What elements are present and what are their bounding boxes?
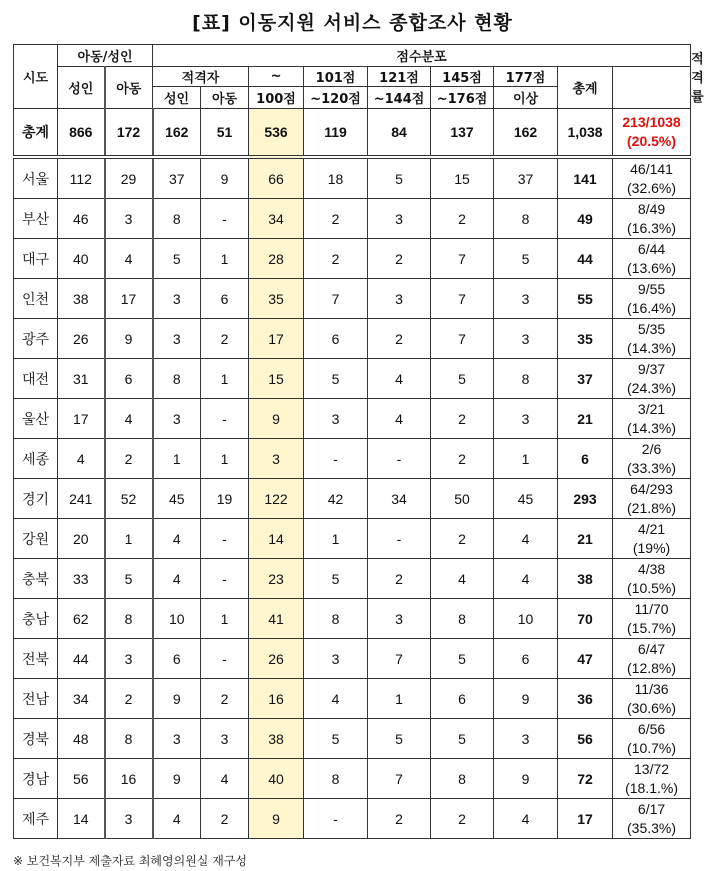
adult-cell: 44 <box>58 639 105 679</box>
eligible-adult-cell: 6 <box>153 639 201 679</box>
score-177-cell: 4 <box>494 799 558 839</box>
eligible-child-cell: 1 <box>201 599 249 639</box>
score-120-cell: 42 <box>304 479 368 519</box>
eligible-child-cell: 6 <box>201 279 249 319</box>
header-score-101-top: 101점 <box>304 67 368 87</box>
header-score-distribution: 점수분포 <box>153 45 691 67</box>
score-177-cell: 8 <box>494 359 558 399</box>
rate-cell <box>613 359 691 399</box>
adult-cell: 4 <box>58 439 105 479</box>
region-cell: 대전 <box>14 359 58 399</box>
rate-fraction: 6/47 <box>637 640 666 657</box>
region-cell: 충남 <box>14 599 58 639</box>
total-cell: 141 <box>558 157 613 199</box>
eligible-child-cell: 3 <box>201 719 249 759</box>
region-cell: 제주 <box>14 799 58 839</box>
score-144-cell: 3 <box>368 599 431 639</box>
score-177-cell: 9 <box>494 679 558 719</box>
table-row <box>14 359 691 399</box>
score-120-cell: 8 <box>304 599 368 639</box>
eligible-child-cell: 4 <box>201 759 249 799</box>
score-120-cell: - <box>304 439 368 479</box>
score-100-cell: 17 <box>249 319 304 359</box>
table-row <box>14 639 691 679</box>
region-cell: 전남 <box>14 679 58 719</box>
adult-cell: 26 <box>58 319 105 359</box>
score-177-cell: 45 <box>494 479 558 519</box>
table-row <box>14 759 691 799</box>
rate-fraction: 8/49 <box>637 200 666 217</box>
eligible-child-cell: 2 <box>201 799 249 839</box>
score-100-cell: 41 <box>249 599 304 639</box>
eligible-child-cell: 2 <box>201 679 249 719</box>
header-score-100-bottom: 100점 <box>249 87 304 109</box>
rate-percent: (35.3%) <box>627 819 677 836</box>
total-row <box>14 109 691 158</box>
table-row <box>14 799 691 839</box>
score-144-cell: - <box>368 439 431 479</box>
header-total: 총계 <box>558 67 613 109</box>
rate-percent: (21.8%) <box>627 499 677 516</box>
eligible-adult-cell: 8 <box>153 359 201 399</box>
rate-cell <box>613 799 691 839</box>
rate-cell <box>613 599 691 639</box>
child-cell: 29 <box>105 157 153 199</box>
eligible-child-cell: 51 <box>201 109 249 158</box>
total-cell: 38 <box>558 559 613 599</box>
child-cell: 9 <box>105 319 153 359</box>
header-score-145-bottom: ~176점 <box>431 87 494 109</box>
eligible-child-cell: - <box>201 519 249 559</box>
region-cell: 경기 <box>14 479 58 519</box>
adult-cell: 33 <box>58 559 105 599</box>
rate-percent: (32.6%) <box>627 179 677 196</box>
child-cell: 17 <box>105 279 153 319</box>
score-177-cell: 4 <box>494 559 558 599</box>
region-cell: 서울 <box>14 157 58 199</box>
rate-cell <box>613 399 691 439</box>
score-176-cell: 5 <box>431 639 494 679</box>
rate-fraction: 4/38 <box>637 560 666 577</box>
total-cell: 56 <box>558 719 613 759</box>
score-100-cell: 16 <box>249 679 304 719</box>
adult-cell: 38 <box>58 279 105 319</box>
score-100-cell: 3 <box>249 439 304 479</box>
score-144-cell: 2 <box>368 239 431 279</box>
rate-cell <box>613 679 691 719</box>
rate-percent: (16.3%) <box>627 219 677 236</box>
score-100-cell: 122 <box>249 479 304 519</box>
score-120-cell: 7 <box>304 279 368 319</box>
adult-cell: 56 <box>58 759 105 799</box>
score-144-cell: 7 <box>368 759 431 799</box>
score-100-cell: 38 <box>249 719 304 759</box>
score-177-cell: 3 <box>494 319 558 359</box>
rate-cell <box>613 239 691 279</box>
total-cell: 55 <box>558 279 613 319</box>
eligible-child-cell: 1 <box>201 239 249 279</box>
rate-percent: (33.3%) <box>627 459 677 476</box>
score-144-cell: 2 <box>368 559 431 599</box>
score-176-cell: 7 <box>431 279 494 319</box>
region-cell: 울산 <box>14 399 58 439</box>
total-cell: 49 <box>558 199 613 239</box>
eligible-adult-cell: 37 <box>153 157 201 199</box>
rate-fraction: 213/1038 <box>622 114 681 130</box>
child-cell: 4 <box>105 399 153 439</box>
eligible-child-cell: - <box>201 639 249 679</box>
rate-percent: (15.7%) <box>627 619 677 636</box>
header-child-adult-group: 아동/성인 <box>58 45 153 67</box>
eligible-child-cell: 9 <box>201 157 249 199</box>
rate-percent: (10.5%) <box>627 579 677 596</box>
rate-fraction: 5/35 <box>637 320 666 337</box>
header-adult: 성인 <box>58 67 105 109</box>
score-100-cell: 34 <box>249 199 304 239</box>
adult-cell: 14 <box>58 799 105 839</box>
child-cell: 3 <box>105 799 153 839</box>
rate-percent: (19%) <box>632 539 671 556</box>
child-cell: 4 <box>105 239 153 279</box>
region-cell: 대구 <box>14 239 58 279</box>
rate-cell <box>613 199 691 239</box>
score-177-cell: 3 <box>494 399 558 439</box>
rate-fraction: 11/36 <box>634 680 669 697</box>
eligible-adult-cell: 3 <box>153 399 201 439</box>
rate-cell <box>613 559 691 599</box>
score-176-cell: 8 <box>431 599 494 639</box>
eligible-child-cell: - <box>201 399 249 439</box>
score-177-cell: 1 <box>494 439 558 479</box>
total-cell: 6 <box>558 439 613 479</box>
total-cell: 21 <box>558 519 613 559</box>
eligible-adult-cell: 9 <box>153 759 201 799</box>
score-100-cell: 15 <box>249 359 304 399</box>
score-100-cell: 26 <box>249 639 304 679</box>
rate-cell <box>613 479 691 519</box>
score-176-cell: 137 <box>431 109 494 158</box>
child-cell: 16 <box>105 759 153 799</box>
header-score-145-top: 145점 <box>431 67 494 87</box>
table-row <box>14 559 691 599</box>
table-row <box>14 319 691 359</box>
score-120-cell: 3 <box>304 399 368 439</box>
adult-cell: 31 <box>58 359 105 399</box>
score-176-cell: 7 <box>431 239 494 279</box>
total-cell: 36 <box>558 679 613 719</box>
adult-cell: 112 <box>58 157 105 199</box>
score-176-cell: 15 <box>431 157 494 199</box>
score-176-cell: 50 <box>431 479 494 519</box>
rate-percent: (13.6%) <box>627 259 677 276</box>
score-100-cell: 536 <box>249 109 304 158</box>
header-score-121-bottom: ~144점 <box>368 87 431 109</box>
rate-percent: (10.7%) <box>627 739 677 756</box>
score-176-cell: 2 <box>431 399 494 439</box>
score-100-cell: 23 <box>249 559 304 599</box>
score-120-cell: 18 <box>304 157 368 199</box>
adult-cell: 17 <box>58 399 105 439</box>
child-cell: 3 <box>105 199 153 239</box>
score-144-cell: 4 <box>368 359 431 399</box>
region-cell: 총계 <box>14 109 58 158</box>
score-177-cell: 6 <box>494 639 558 679</box>
score-100-cell: 66 <box>249 157 304 199</box>
header-region: 시도 <box>14 45 58 109</box>
score-144-cell: 5 <box>368 719 431 759</box>
adult-cell: 241 <box>58 479 105 519</box>
table-row <box>14 199 691 239</box>
score-120-cell: 6 <box>304 319 368 359</box>
rate-fraction: 46/141 <box>630 160 673 177</box>
score-144-cell: 4 <box>368 399 431 439</box>
child-cell: 6 <box>105 359 153 399</box>
score-144-cell: 3 <box>368 199 431 239</box>
rate-percent: (18.1.%) <box>625 779 678 796</box>
eligible-adult-cell: 3 <box>153 719 201 759</box>
eligible-adult-cell: 4 <box>153 799 201 839</box>
rate-fraction: 6/56 <box>637 720 666 737</box>
eligible-child-cell: - <box>201 199 249 239</box>
eligible-adult-cell: 162 <box>153 109 201 158</box>
adult-cell: 62 <box>58 599 105 639</box>
header-score-100-top: ~ <box>249 67 304 87</box>
source-note: ※ 보건복지부 제출자료 최혜영의원실 재구성 <box>13 854 247 868</box>
header-score-121-top: 121점 <box>368 67 431 87</box>
region-cell: 경북 <box>14 719 58 759</box>
child-cell: 8 <box>105 599 153 639</box>
score-176-cell: 2 <box>431 439 494 479</box>
score-120-cell: 5 <box>304 359 368 399</box>
score-176-cell: 5 <box>431 359 494 399</box>
region-cell: 경남 <box>14 759 58 799</box>
score-177-cell: 162 <box>494 109 558 158</box>
table-row <box>14 239 691 279</box>
eligible-child-cell: - <box>201 559 249 599</box>
total-cell: 17 <box>558 799 613 839</box>
rate-cell <box>613 109 691 158</box>
total-cell: 44 <box>558 239 613 279</box>
child-cell: 172 <box>105 109 153 158</box>
child-cell: 5 <box>105 559 153 599</box>
table-row <box>14 519 691 559</box>
adult-cell: 34 <box>58 679 105 719</box>
total-cell: 37 <box>558 359 613 399</box>
total-cell: 1,038 <box>558 109 613 158</box>
eligible-child-cell: 19 <box>201 479 249 519</box>
total-cell: 35 <box>558 319 613 359</box>
rate-cell <box>613 279 691 319</box>
total-cell: 293 <box>558 479 613 519</box>
region-cell: 강원 <box>14 519 58 559</box>
header-eligible-adult: 성인 <box>153 87 201 109</box>
eligible-adult-cell: 3 <box>153 279 201 319</box>
score-144-cell: 7 <box>368 639 431 679</box>
region-cell: 광주 <box>14 319 58 359</box>
eligible-child-cell: 1 <box>201 359 249 399</box>
score-144-cell: 34 <box>368 479 431 519</box>
score-100-cell: 9 <box>249 399 304 439</box>
score-177-cell: 3 <box>494 719 558 759</box>
rate-fraction: 13/72 <box>634 760 670 777</box>
rate-cell <box>613 157 691 199</box>
rate-fraction: 2/6 <box>641 440 662 457</box>
survey-table: 시도 아동/성인 점수분포 적격률 성인 아동 적격자 ~ 101점 121점 145점 177점 총계 성인 아동 100점 ~120점 ~144점 ~176점 이상 총계 866 172 162 51 536 119 84 137 162 1,038 213/1038 (20.5%) 서울 112 29 37 9 66 18 5 15 37 141 46/141 (32.6%) 부산 46 3 8 - 34 2 3 2 8 49 8/49 (16.3%) 대구 40 4 5 1 28 2 2 7 5 44 6/44 (13.6%) 인천 38 17 3 6 35 7 3 7 3 55 9/55 (16.4%) 광주 26 9 3 2 17 6 2 7 3 35 5/35 (14.3%) 대전 31 6 8 1 15 5 4 5 8 37 9/37 (24.3%) 울산 17 4 3 - 9 3 4 2 3 21 3/21 (14.3%) 세종 4 2 1 1 3 - - 2 1 6 2/6 (33.3%) 경기 241 52 45 19 122 42 34 50 45 293 64/293 (21.8%) 강원 20 1 4 - 14 1 - 2 4 21 4/21 (19%) 충북 33 5 4 - 23 5 2 4 4 38 4/38 (10.5%) 충남 62 8 10 1 41 8 3 8 10 70 11/70 (15.7%) 전북 44 3 6 - 26 3 7 5 6 47 6/47 (12.8%) 전남 34 2 9 2 16 4 1 6 9 36 11/36 (30.6%) 경북 48 8 3 3 38 5 5 5 3 56 6/56 (10.7%) 경남 56 16 9 4 40 8 7 8 9 72 13/72 (18.1.%) 제주 14 3 4 2 9 - 2 2 4 17 6/17 (35.3%) <box>13 44 691 839</box>
adult-cell: 866 <box>58 109 105 158</box>
header-child: 아동 <box>105 67 153 109</box>
rate-percent: (16.4%) <box>627 299 677 316</box>
score-120-cell: 3 <box>304 639 368 679</box>
header-eligible-child: 아동 <box>201 87 249 109</box>
score-144-cell: - <box>368 519 431 559</box>
rate-percent: (14.3%) <box>627 339 677 356</box>
child-cell: 2 <box>105 439 153 479</box>
eligible-adult-cell: 3 <box>153 319 201 359</box>
eligible-adult-cell: 8 <box>153 199 201 239</box>
score-176-cell: 2 <box>431 519 494 559</box>
score-144-cell: 2 <box>368 319 431 359</box>
rate-cell <box>613 639 691 679</box>
child-cell: 1 <box>105 519 153 559</box>
total-cell: 72 <box>558 759 613 799</box>
score-120-cell: 1 <box>304 519 368 559</box>
score-144-cell: 84 <box>368 109 431 158</box>
region-cell: 세종 <box>14 439 58 479</box>
adult-cell: 48 <box>58 719 105 759</box>
rate-cell <box>613 719 691 759</box>
score-176-cell: 2 <box>431 199 494 239</box>
score-100-cell: 9 <box>249 799 304 839</box>
region-cell: 인천 <box>14 279 58 319</box>
adult-cell: 40 <box>58 239 105 279</box>
child-cell: 3 <box>105 639 153 679</box>
rate-percent: (14.3%) <box>627 419 677 436</box>
score-176-cell: 5 <box>431 719 494 759</box>
score-120-cell: 2 <box>304 199 368 239</box>
rate-fraction: 9/37 <box>637 360 666 377</box>
score-177-cell: 5 <box>494 239 558 279</box>
child-cell: 8 <box>105 719 153 759</box>
score-176-cell: 4 <box>431 559 494 599</box>
header-score-101-bottom: ~120점 <box>304 87 368 109</box>
header-score-177-top: 177점 <box>494 67 558 87</box>
score-177-cell: 4 <box>494 519 558 559</box>
eligible-adult-cell: 9 <box>153 679 201 719</box>
eligible-adult-cell: 1 <box>153 439 201 479</box>
score-144-cell: 3 <box>368 279 431 319</box>
score-120-cell: - <box>304 799 368 839</box>
rate-percent: (30.6%) <box>627 699 677 716</box>
score-177-cell: 9 <box>494 759 558 799</box>
header-eligible: 적격자 <box>153 67 249 87</box>
score-120-cell: 8 <box>304 759 368 799</box>
table-row <box>14 279 691 319</box>
score-100-cell: 28 <box>249 239 304 279</box>
score-120-cell: 4 <box>304 679 368 719</box>
score-177-cell: 10 <box>494 599 558 639</box>
eligible-adult-cell: 10 <box>153 599 201 639</box>
score-144-cell: 2 <box>368 799 431 839</box>
rate-fraction: 11/70 <box>634 600 669 617</box>
score-100-cell: 14 <box>249 519 304 559</box>
rate-cell <box>613 759 691 799</box>
rate-fraction: 6/44 <box>637 240 666 257</box>
score-120-cell: 5 <box>304 719 368 759</box>
total-cell: 70 <box>558 599 613 639</box>
eligible-adult-cell: 45 <box>153 479 201 519</box>
page-title: [표] 이동지원 서비스 종합조사 현황 <box>192 12 513 34</box>
region-cell: 전북 <box>14 639 58 679</box>
score-177-cell: 37 <box>494 157 558 199</box>
table-row <box>14 439 691 479</box>
eligible-child-cell: 2 <box>201 319 249 359</box>
score-120-cell: 2 <box>304 239 368 279</box>
child-cell: 2 <box>105 679 153 719</box>
score-176-cell: 6 <box>431 679 494 719</box>
score-176-cell: 8 <box>431 759 494 799</box>
eligible-adult-cell: 5 <box>153 239 201 279</box>
rate-percent: (24.3%) <box>627 379 677 396</box>
score-177-cell: 3 <box>494 279 558 319</box>
score-144-cell: 1 <box>368 679 431 719</box>
adult-cell: 46 <box>58 199 105 239</box>
rate-cell <box>613 319 691 359</box>
table-row <box>14 719 691 759</box>
score-100-cell: 40 <box>249 759 304 799</box>
region-cell: 충북 <box>14 559 58 599</box>
table-row <box>14 157 691 199</box>
eligible-adult-cell: 4 <box>153 559 201 599</box>
table-row <box>14 399 691 439</box>
table-row <box>14 599 691 639</box>
rate-percent: (12.8%) <box>627 659 677 676</box>
score-144-cell: 5 <box>368 157 431 199</box>
score-176-cell: 7 <box>431 319 494 359</box>
total-cell: 21 <box>558 399 613 439</box>
rate-fraction: 4/21 <box>637 520 666 537</box>
rate-fraction: 9/55 <box>637 280 666 297</box>
child-cell: 52 <box>105 479 153 519</box>
table-row <box>14 479 691 519</box>
eligible-adult-cell: 4 <box>153 519 201 559</box>
eligible-child-cell: 1 <box>201 439 249 479</box>
score-120-cell: 119 <box>304 109 368 158</box>
score-120-cell: 5 <box>304 559 368 599</box>
score-176-cell: 2 <box>431 799 494 839</box>
rate-cell <box>613 519 691 559</box>
header-score-177-bottom: 이상 <box>494 87 558 109</box>
rate-fraction: 6/17 <box>637 800 666 817</box>
region-cell: 부산 <box>14 199 58 239</box>
score-100-cell: 35 <box>249 279 304 319</box>
adult-cell: 20 <box>58 519 105 559</box>
total-cell: 47 <box>558 639 613 679</box>
score-177-cell: 8 <box>494 199 558 239</box>
table-row <box>14 679 691 719</box>
rate-fraction: 64/293 <box>630 480 673 497</box>
rate-fraction: 3/21 <box>637 400 666 417</box>
rate-percent: (20.5%) <box>627 133 677 149</box>
rate-cell <box>613 439 691 479</box>
